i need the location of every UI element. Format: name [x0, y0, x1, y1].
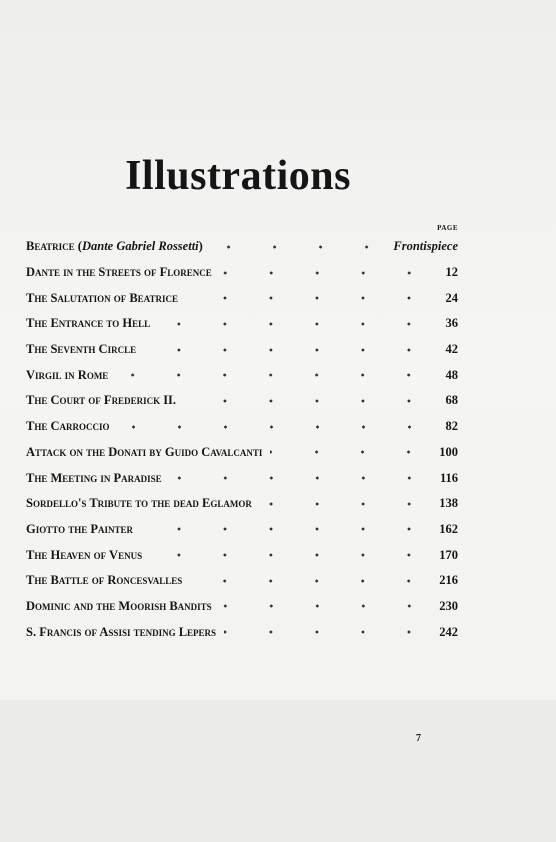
page-reference: 82: [445, 419, 458, 434]
list-item: [26, 414, 458, 440]
dot-leader: [186, 292, 432, 304]
illustration-title-text: The Salutation of Beatrice: [26, 290, 179, 305]
illustration-title-text: The Entrance to Hell: [26, 316, 151, 331]
illustration-title-text: Dante in the Streets of Florence: [26, 265, 212, 280]
page-reference: 48: [445, 367, 458, 382]
dot-leader: [211, 241, 390, 253]
page-reference: Frontispiece: [393, 239, 458, 254]
page-reference: 24: [445, 290, 458, 305]
dot-leader: [158, 318, 432, 330]
page-reference: 216: [439, 573, 458, 588]
illustration-title: [26, 522, 137, 537]
dot-leader: [220, 267, 432, 279]
illustration-title: [26, 291, 182, 306]
page-bottom-shade: [0, 700, 556, 842]
illustration-title: [26, 342, 140, 357]
page-column-heading: PAGE: [437, 224, 458, 232]
dot-leader: [220, 600, 432, 612]
illustration-title-text: S. Francis of Assisi tending Lepers: [26, 624, 217, 639]
illustrations-list: [26, 234, 458, 645]
list-item: [26, 568, 458, 594]
list-item: [26, 311, 458, 337]
illustration-title: [26, 368, 112, 383]
illustration-title: [26, 265, 216, 280]
dot-leader: [170, 472, 432, 484]
illustration-title-text: Dominic and the Moorish Bandits: [26, 598, 212, 613]
dot-leader: [141, 523, 432, 535]
list-item: [26, 388, 458, 414]
list-item: [26, 491, 458, 517]
page-reference: 42: [445, 342, 458, 357]
illustration-title: [26, 625, 220, 640]
illustration-artist: Dante Gabriel Rossetti: [81, 239, 199, 254]
list-item: [26, 542, 458, 568]
list-item: [26, 465, 458, 491]
illustration-title: [26, 445, 266, 460]
list-item: [26, 285, 458, 311]
illustration-title: [26, 419, 114, 434]
page-reference: 36: [445, 316, 458, 331]
list-item: [26, 234, 458, 260]
page-reference: 100: [439, 444, 458, 459]
dot-leader: [270, 446, 432, 458]
dot-leader: [118, 421, 433, 433]
illustration-title-text: The Carroccio: [26, 419, 110, 434]
dot-leader: [150, 549, 432, 561]
dot-leader: [190, 575, 432, 587]
illustration-title: [26, 573, 186, 588]
illustration-title: [26, 393, 180, 408]
page-reference: 230: [439, 598, 458, 613]
dot-leader: [116, 369, 432, 381]
illustration-title-text: The Seventh Circle: [26, 342, 137, 357]
illustration-title-text: The Court of Frederick II.: [26, 393, 177, 408]
list-item: [26, 517, 458, 543]
illustration-title-text: The Meeting in Paradise: [26, 470, 162, 485]
dot-leader: [260, 498, 432, 510]
dot-leader: [224, 626, 432, 638]
illustration-title: [26, 316, 154, 331]
illustration-title-suffix: ): [198, 239, 203, 254]
page-reference: 242: [439, 624, 458, 639]
illustration-title-text: The Heaven of Venus: [26, 547, 143, 562]
illustration-title-text: Giotto the Painter: [26, 521, 133, 536]
illustration-title: [26, 496, 256, 511]
illustration-title-text: Sordello's Tribute to the dead Eglamor: [26, 496, 252, 511]
illustration-title: [26, 239, 207, 254]
page-number: 7: [416, 733, 421, 744]
dot-leader: [184, 395, 432, 407]
list-item: [26, 337, 458, 363]
illustration-title: [26, 548, 146, 563]
page-reference: 116: [439, 470, 458, 485]
list-item: [26, 260, 458, 286]
list-item: [26, 619, 458, 645]
list-item: [26, 440, 458, 466]
illustration-title-text: Attack on the Donati by Guido Cavalcanti: [26, 444, 263, 459]
page-reference: 170: [439, 547, 458, 562]
list-item: [26, 594, 458, 620]
page-reference: 12: [445, 265, 458, 280]
page-reference: 138: [439, 496, 458, 511]
page-title: Illustrations: [125, 153, 351, 199]
page-reference: 68: [445, 393, 458, 408]
list-item: [26, 362, 458, 388]
illustration-title-text: Virgil in Rome: [26, 367, 109, 382]
illustration-title: [26, 599, 216, 614]
page-reference: 162: [439, 521, 458, 536]
illustration-title-text: Beatrice (: [26, 239, 82, 254]
illustration-title: [26, 471, 166, 486]
illustration-title-text: The Battle of Roncesvalles: [26, 573, 183, 588]
dot-leader: [144, 344, 432, 356]
